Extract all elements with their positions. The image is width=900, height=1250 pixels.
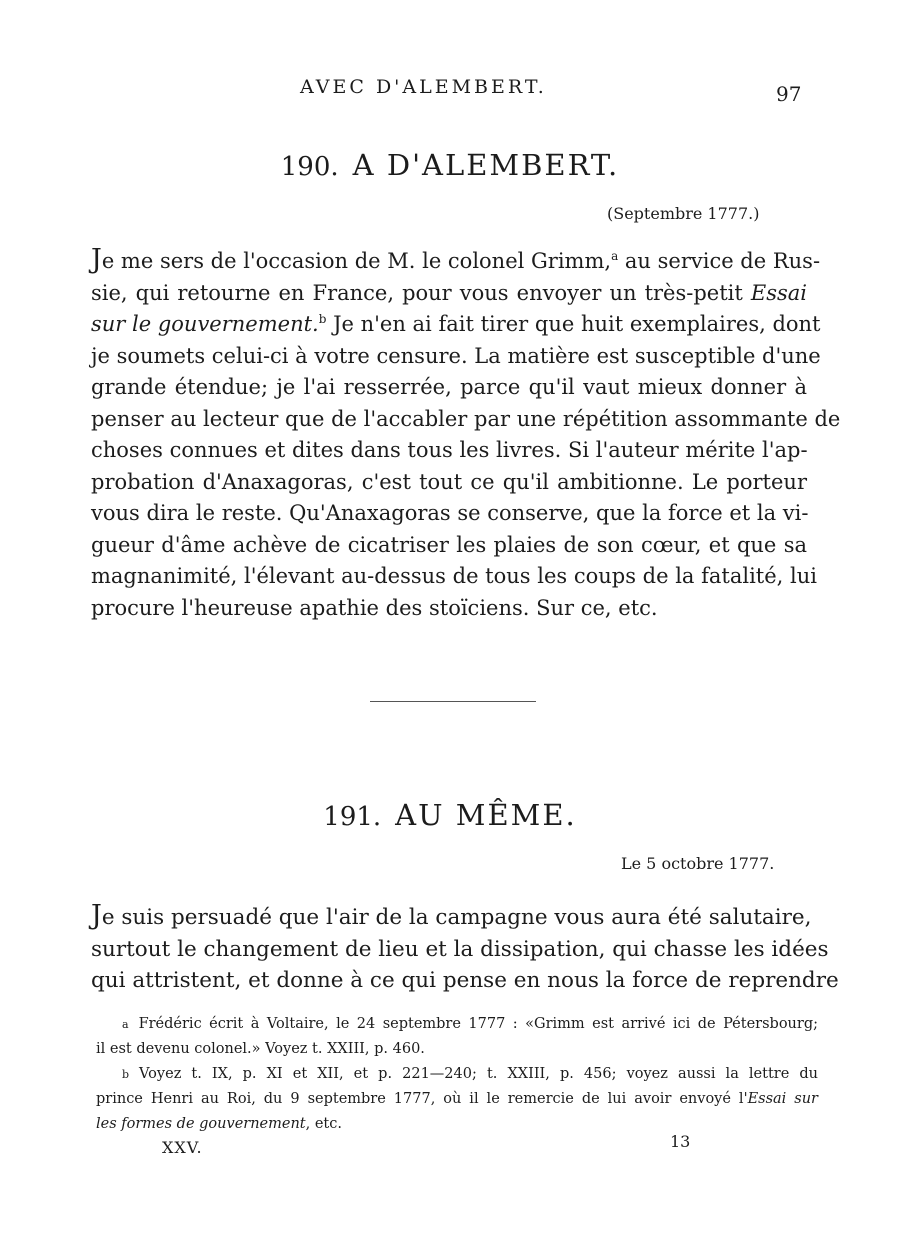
letter-190-date: (Septembre 1777.)	[607, 204, 760, 223]
text-line: qui attristent, et donne à ce qui pense en nous la force de reprendre	[91, 968, 839, 993]
text-line: surtout le changement de lieu et la dissipation, qui chasse les idées	[91, 936, 829, 962]
text-line: Je suis persuadé que l'air de la campagne vous aura été salutaire,	[91, 900, 812, 931]
text-line: vous dira le reste. Qu'Anaxagoras se conserve, que la force et la vi-	[91, 501, 809, 525]
letter-190-body	[91, 244, 841, 624]
letter-191-heading	[0, 798, 900, 832]
text-line: grande étendue; je l'ai resserrée, parce qu'il vaut mieux donner à	[91, 375, 807, 399]
running-header	[0, 76, 900, 106]
text-line: choses connues et dites dans tous les livres. Si l'auteur mérite l'ap-	[91, 438, 808, 462]
footnote-a-cont: il est devenu colonel.» Voyez t. XXIII, p. 460.	[96, 1041, 425, 1057]
letter-190-heading	[0, 148, 900, 182]
signature-mark: XXV.	[162, 1138, 203, 1157]
text-line: sur le gouvernement.$^b$ Je n'en ai fait tirer que huit exemplaires, dont	[91, 312, 821, 336]
footnote-marker: a	[122, 1018, 129, 1031]
drop-cap: J	[91, 900, 102, 931]
footnote-ref-b[interactable]: b	[318, 312, 327, 326]
footnotes	[96, 1012, 818, 1137]
drop-cap: J	[91, 244, 102, 275]
running-title: AVEC D'ALEMBERT.	[300, 76, 547, 98]
letter-title: AU MÊME.	[395, 798, 577, 832]
letter-title: A D'ALEMBERT.	[352, 148, 620, 182]
letter-number: 190.	[280, 152, 339, 182]
text-line: Je me sers de l'occasion de M. le colonel Grimm,$^a$ au service de Rus-	[91, 244, 821, 275]
letter-number: 191.	[323, 802, 382, 832]
footnote-a: a Frédéric écrit à Voltaire, le 24 septembre 1777 : «Grimm est arrivé ici de Pétersbourg;	[122, 1016, 818, 1032]
text-line: gueur d'âme achève de cicatriser les plaies de son cœur, et que sa	[91, 532, 807, 557]
essay-title: sur le gouvernement.	[91, 312, 319, 336]
footnote-marker: b	[122, 1068, 130, 1081]
essay-title: Essai	[750, 280, 807, 305]
page-number: 97	[776, 82, 802, 106]
footnote-b-cont: les formes de gouvernement, etc.	[96, 1116, 342, 1132]
footnote-b: b Voyez t. IX, p. XI et XII, et p. 221—240; t. XXIII, p. 456; voyez aussi la lettre du	[122, 1066, 818, 1082]
text-line: magnanimité, l'élevant au-dessus de tous les coups de la fatalité, lui	[91, 564, 817, 588]
text-line: penser au lecteur que de l'accabler par une répétition assommante de	[91, 406, 841, 431]
text-line: sie, qui retourne en France, pour vous envoyer un très-petit Essai	[91, 280, 807, 305]
text-line: probation d'Anaxagoras, c'est tout ce qu'il ambitionne. Le porteur	[91, 469, 807, 494]
footnote-b-cont: prince Henri au Roi, du 9 septembre 1777, où il le remercie de lui avoir envoyé l'Essai sur	[96, 1091, 818, 1107]
letter-191-date: Le 5 octobre 1777.	[621, 854, 775, 873]
letter-191-body	[91, 900, 839, 997]
text-line: procure l'heureuse apathie des stoïciens. Sur ce, etc.	[91, 595, 658, 620]
footnote-ref-a[interactable]: a	[611, 249, 619, 263]
section-separator	[370, 701, 536, 702]
sheet-number: 13	[670, 1132, 691, 1151]
text-line: je soumets celui-ci à votre censure. La matière est susceptible d'une	[91, 343, 821, 368]
